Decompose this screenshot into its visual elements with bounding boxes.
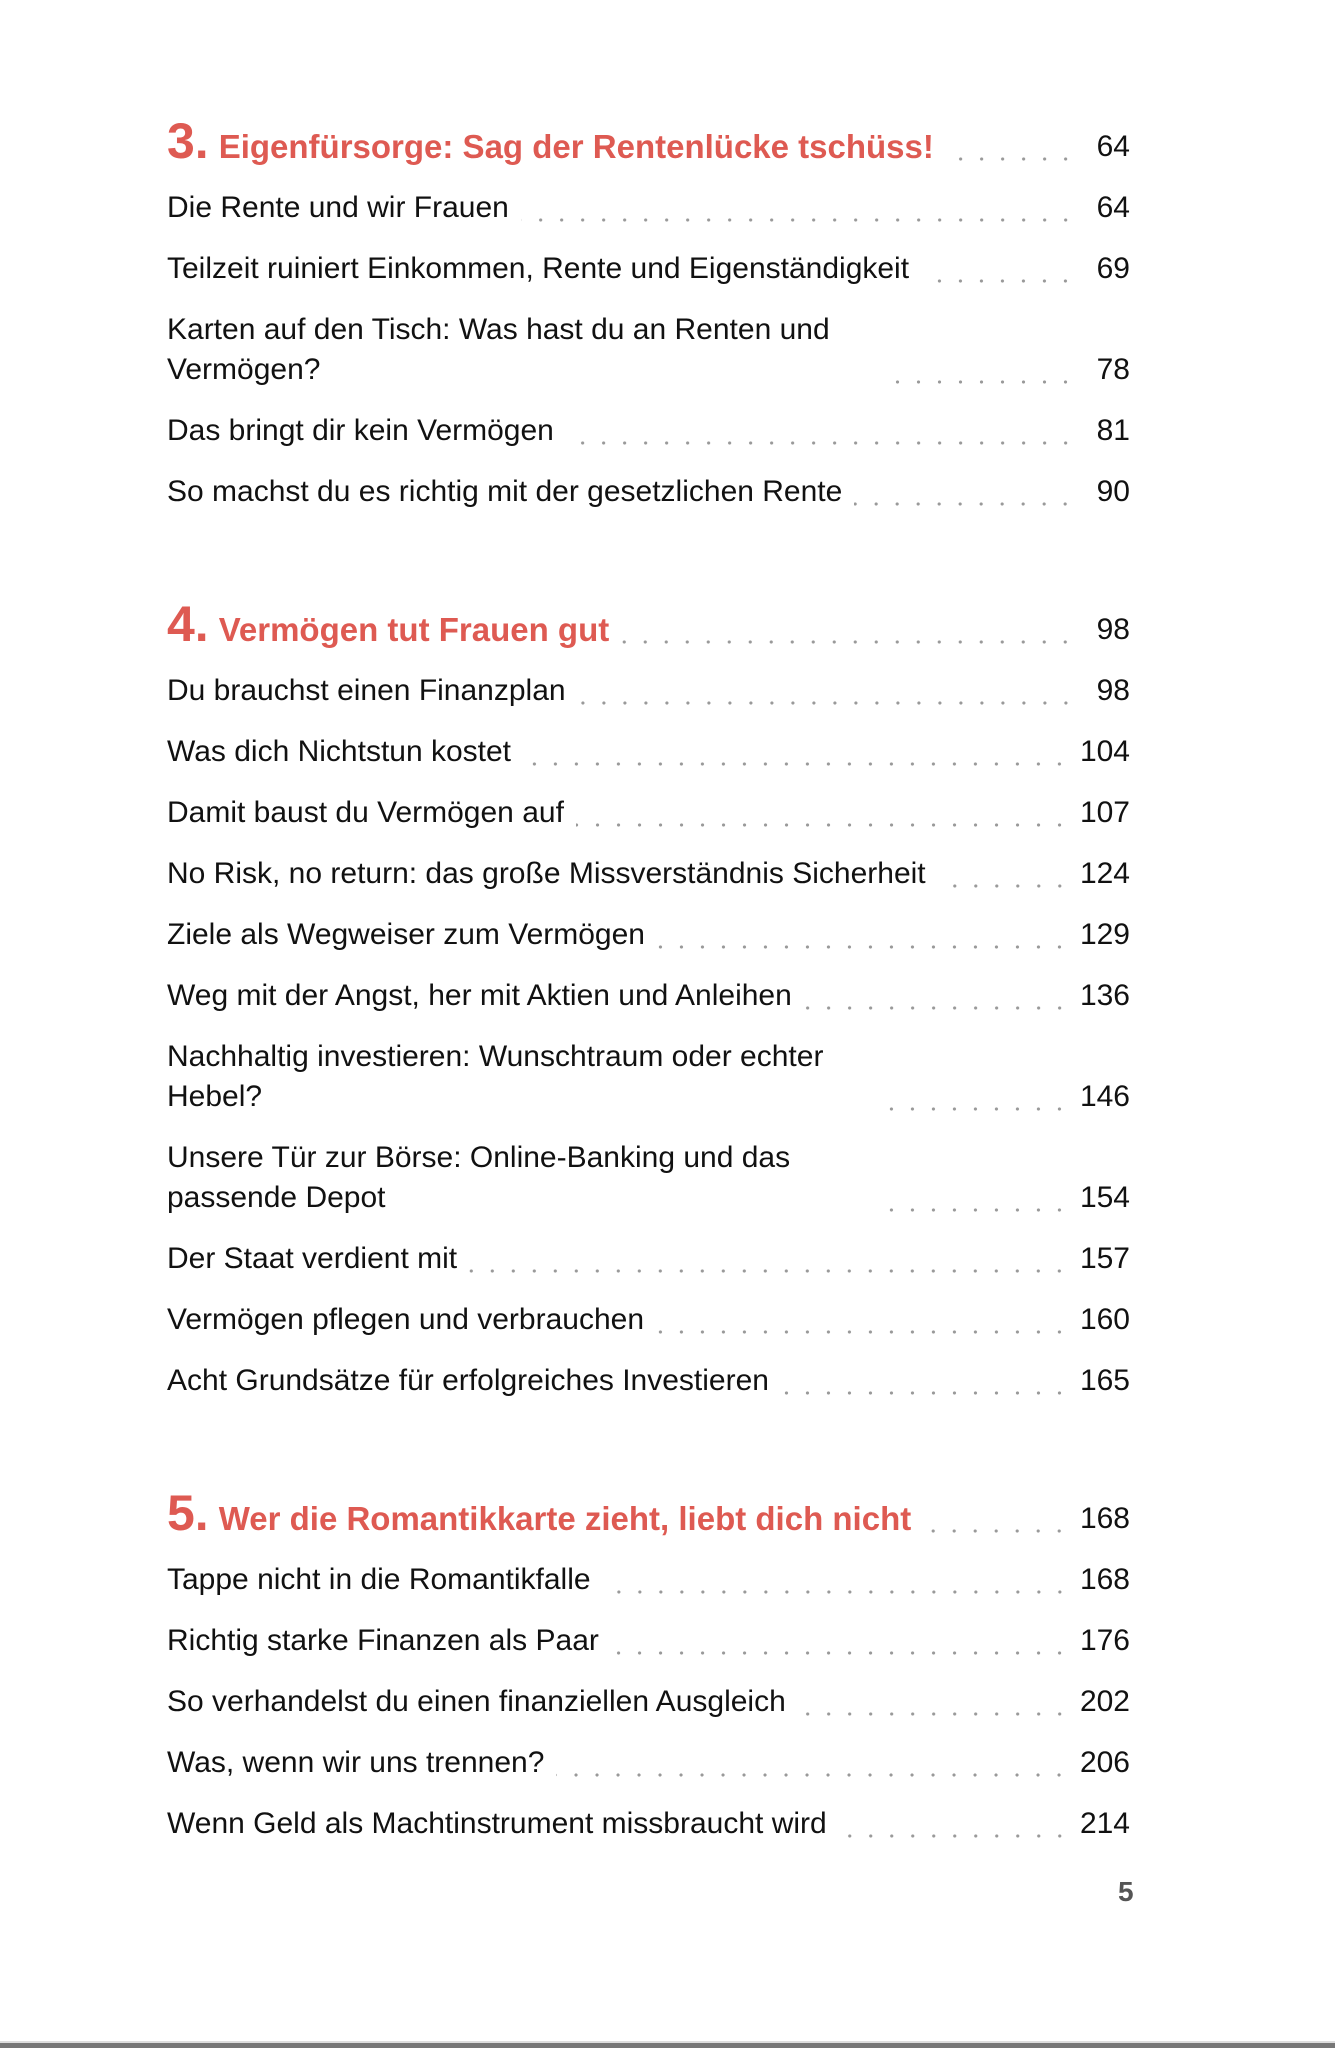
dot-leader bbox=[657, 915, 1070, 955]
toc-entry[interactable] bbox=[167, 1228, 1130, 1289]
dot-leader bbox=[603, 1560, 1070, 1600]
chapter-heading[interactable] bbox=[167, 110, 1130, 177]
toc-entry[interactable] bbox=[167, 1127, 1130, 1228]
entry-title: Nachhaltig investieren: Wunschtraum oder echter Hebel? bbox=[167, 1039, 824, 1113]
entry-title: Acht Grundsätze für erfolgreiches Investieren bbox=[167, 1363, 769, 1397]
entry-title: Was dich Nichtstun kostet bbox=[167, 734, 512, 768]
page-number: 5 bbox=[1118, 1876, 1134, 1907]
dot-leader bbox=[839, 1804, 1070, 1844]
entry-title: Richtig starke Finanzen als Paar bbox=[167, 1623, 599, 1657]
chapter-page: 168 bbox=[1079, 1501, 1130, 1535]
entry-page: 81 bbox=[1096, 413, 1130, 447]
entry-title: Vermögen pflegen und verbrauchen bbox=[167, 1302, 645, 1336]
entry-title: So verhandelst du einen finanziellen Ausgleich bbox=[167, 1684, 786, 1718]
dot-leader bbox=[921, 249, 1076, 289]
entry-page: 136 bbox=[1079, 978, 1130, 1012]
toc-entry[interactable] bbox=[167, 400, 1130, 461]
toc-entry[interactable] bbox=[167, 904, 1130, 965]
entry-title: Was, wenn wir uns trennen? bbox=[167, 1745, 545, 1779]
toc-entry[interactable] bbox=[167, 843, 1130, 904]
toc-entry[interactable] bbox=[167, 177, 1130, 238]
chapter-heading[interactable] bbox=[167, 1482, 1130, 1549]
dot-leader bbox=[611, 1621, 1070, 1661]
dot-leader bbox=[556, 1743, 1070, 1783]
entry-page: 90 bbox=[1096, 474, 1130, 508]
entry-page: 107 bbox=[1079, 795, 1130, 829]
dot-leader bbox=[781, 1361, 1070, 1401]
toc-entry[interactable] bbox=[167, 1350, 1130, 1411]
toc-entry[interactable] bbox=[167, 1549, 1130, 1610]
chapter-title: 5. Wer die Romantikkarte zieht, liebt dich nicht bbox=[167, 1484, 912, 1541]
entry-page: 168 bbox=[1079, 1562, 1130, 1596]
toc-entry[interactable] bbox=[167, 1289, 1130, 1350]
bottom-edge bbox=[0, 2041, 1335, 2048]
chapter-section bbox=[167, 1482, 1130, 1854]
entry-title: Unsere Tür zur Börse: Online-Banking und das passende Depot bbox=[167, 1140, 791, 1214]
dot-leader bbox=[946, 127, 1076, 167]
chapter-number: 3. bbox=[167, 112, 209, 169]
entry-page: 129 bbox=[1079, 917, 1130, 951]
entry-title: Du brauchst einen Finanzplan bbox=[167, 673, 566, 707]
toc-entry[interactable] bbox=[167, 965, 1130, 1026]
toc-entry[interactable] bbox=[167, 721, 1130, 782]
dot-leader bbox=[578, 671, 1076, 711]
entry-page: 165 bbox=[1079, 1363, 1130, 1397]
entry-page: 202 bbox=[1079, 1684, 1130, 1718]
toc-entry[interactable] bbox=[167, 238, 1130, 299]
chapter-section bbox=[167, 110, 1130, 522]
toc-entry[interactable] bbox=[167, 299, 1130, 400]
toc-entry[interactable] bbox=[167, 1732, 1130, 1793]
entry-page: 69 bbox=[1096, 251, 1130, 285]
entry-title: Tappe nicht in die Romantikfalle bbox=[167, 1562, 591, 1596]
entry-page: 160 bbox=[1079, 1302, 1130, 1336]
chapter-page: 64 bbox=[1096, 129, 1130, 163]
entry-title: Karten auf den Tisch: Was hast du an Renten und Vermögen? bbox=[167, 312, 830, 386]
entry-title: Wenn Geld als Machtinstrument missbraucht wird bbox=[167, 1806, 827, 1840]
entry-page: 124 bbox=[1079, 856, 1130, 890]
dot-leader bbox=[798, 1682, 1070, 1722]
table-of-contents bbox=[167, 110, 1130, 1925]
chapter-title: 4. Vermögen tut Frauen gut bbox=[167, 595, 610, 652]
dot-leader bbox=[566, 411, 1076, 451]
dot-leader bbox=[523, 732, 1070, 772]
toc-entry[interactable] bbox=[167, 1026, 1130, 1127]
chapter-heading[interactable] bbox=[167, 593, 1130, 660]
entry-title: Ziele als Wegweiser zum Vermögen bbox=[167, 917, 645, 951]
chapter-number: 4. bbox=[167, 595, 209, 652]
entry-title: Die Rente und wir Frauen bbox=[167, 190, 509, 224]
dot-leader bbox=[879, 1077, 1070, 1117]
chapter-title: 3. Eigenfürsorge: Sag der Rentenlücke tschüss! bbox=[167, 112, 934, 169]
entry-title: Teilzeit ruiniert Einkommen, Rente und Eigenständigkeit bbox=[167, 251, 910, 285]
dot-leader bbox=[621, 610, 1076, 650]
toc-entry[interactable] bbox=[167, 1610, 1130, 1671]
entry-page: 206 bbox=[1079, 1745, 1130, 1779]
entry-page: 157 bbox=[1079, 1241, 1130, 1275]
dot-leader bbox=[879, 350, 1076, 390]
entry-title: Das bringt dir kein Vermögen bbox=[167, 413, 554, 447]
toc-entry[interactable] bbox=[167, 1671, 1130, 1732]
toc-entry[interactable] bbox=[167, 1793, 1130, 1854]
entry-title: Der Staat verdient mit bbox=[167, 1241, 458, 1275]
entry-page: 214 bbox=[1079, 1806, 1130, 1840]
dot-leader bbox=[521, 188, 1076, 228]
entry-page: 104 bbox=[1079, 734, 1130, 768]
entry-page: 176 bbox=[1079, 1623, 1130, 1657]
dot-leader bbox=[879, 1178, 1070, 1218]
entry-page: 146 bbox=[1079, 1079, 1130, 1113]
dot-leader bbox=[576, 793, 1070, 833]
dot-leader bbox=[854, 472, 1076, 512]
dot-leader bbox=[938, 854, 1070, 894]
entry-title: So machst du es richtig mit der gesetzlichen Rente bbox=[167, 474, 843, 508]
dot-leader bbox=[923, 1499, 1070, 1539]
chapter-number: 5. bbox=[167, 1484, 209, 1541]
entry-page: 98 bbox=[1096, 673, 1130, 707]
toc-entry[interactable] bbox=[167, 782, 1130, 843]
entry-title: Weg mit der Angst, her mit Aktien und Anleihen bbox=[167, 978, 792, 1012]
entry-page: 154 bbox=[1079, 1180, 1130, 1214]
dot-leader bbox=[656, 1300, 1070, 1340]
dot-leader bbox=[804, 976, 1070, 1016]
toc-entry[interactable] bbox=[167, 461, 1130, 522]
entry-page: 78 bbox=[1096, 352, 1130, 386]
chapter-section bbox=[167, 593, 1130, 1411]
toc-entry[interactable] bbox=[167, 660, 1130, 721]
dot-leader bbox=[469, 1239, 1070, 1279]
entry-page: 64 bbox=[1096, 190, 1130, 224]
entry-title: Damit baust du Vermögen auf bbox=[167, 795, 564, 829]
chapter-page: 98 bbox=[1096, 612, 1130, 646]
entry-title: No Risk, no return: das große Missverständnis Sicherheit bbox=[167, 856, 926, 890]
